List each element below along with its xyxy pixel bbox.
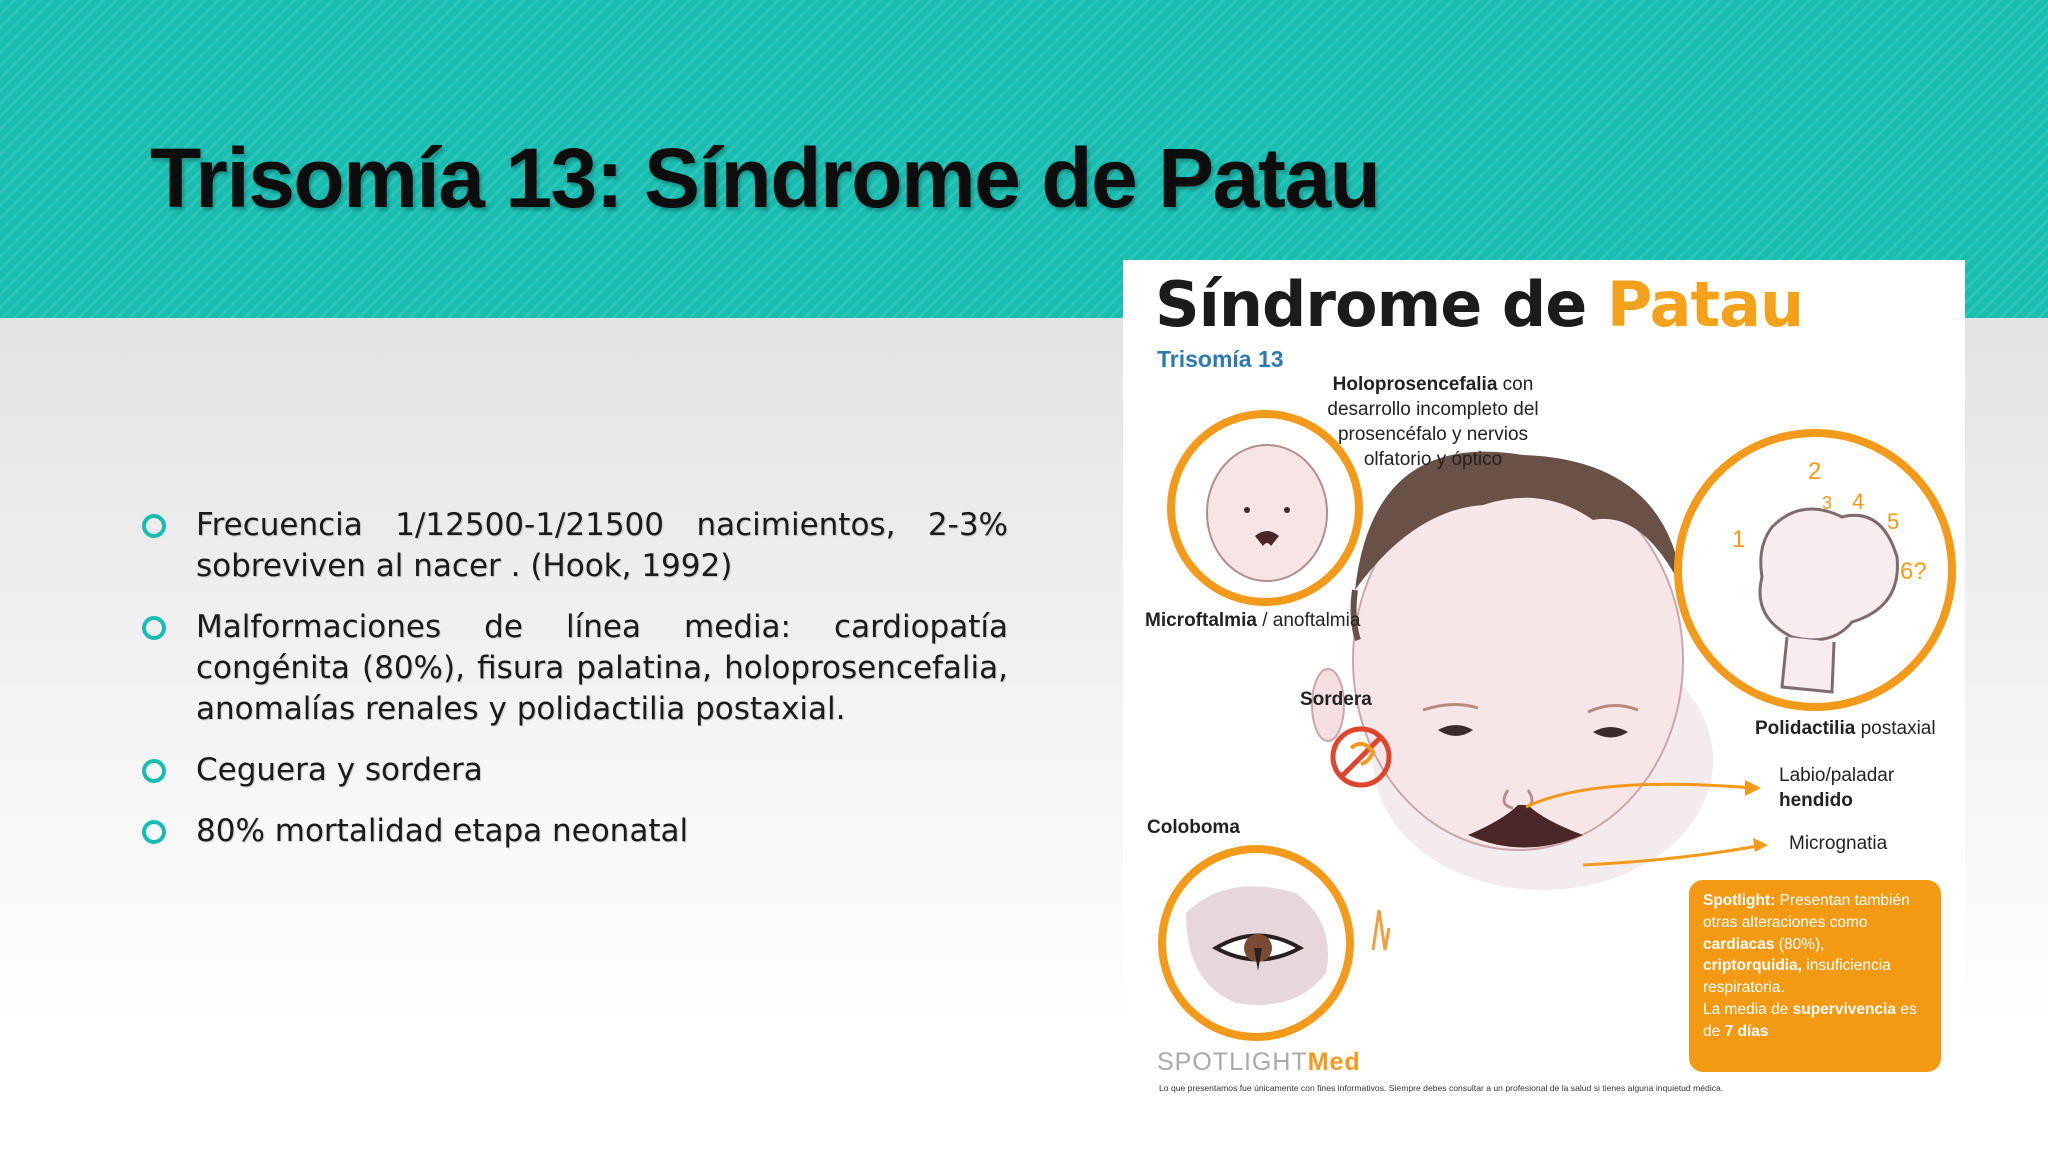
spotlight-text: criptorquidia, [1703, 957, 1803, 975]
bullet-text: Malformaciones de línea media: cardiopatía congénita (80%), fisura palatina, holoprosencefalia, anomalías renales y polidactilia postaxial. [196, 609, 1008, 727]
finger-number: 3 [1822, 493, 1833, 513]
deafness-label: Sordera [1300, 689, 1372, 710]
bullet-item [140, 607, 1008, 730]
holoprosencephaly-label [1308, 372, 1558, 472]
finger-number: 6? [1900, 558, 1927, 585]
disclaimer-text: Lo que presentamos fue únicamente con fines informativos. Siempre debes consultar a un profesional de la salud si tienes alguna inquietud médica. [1159, 1083, 1724, 1093]
bullet-circle-icon [142, 616, 166, 640]
microphthalmia-label-bold: Microftalmia [1145, 610, 1257, 631]
spotlight-text: es de [1703, 1000, 1917, 1040]
spotlight-text: La media de [1703, 1000, 1793, 1018]
microphthalmia-label-text: / anoftalmia [1256, 610, 1361, 631]
spotlight-text: Presentan también otras alteraciones como [1703, 892, 1910, 931]
infographic-title-accent: Patau [1606, 268, 1804, 341]
finger-number: 4 [1852, 489, 1865, 514]
holoprosencephaly-label-bold: Holoprosencefalia [1332, 374, 1498, 395]
micrognathia-label: Micrognatia [1789, 833, 1888, 854]
microphthalmia-label [1145, 608, 1360, 633]
spotlight-text: 7 días [1724, 1022, 1769, 1040]
spotlight-text: insuficiencia respiratoria. [1703, 957, 1891, 997]
bullet-circle-icon [142, 759, 166, 783]
infographic-subtitle: Trisomía 13 [1157, 346, 1284, 372]
coloboma-circle [1158, 845, 1354, 1041]
bullet-item [140, 505, 1008, 587]
finger-number: 1 [1732, 526, 1746, 553]
cleft-lip-label [1779, 763, 1894, 813]
spotlight-box [1689, 880, 1941, 1072]
spotlight-text: (80%), [1774, 935, 1825, 953]
slide-title: Trisomía 13: Síndrome de Patau [150, 131, 1380, 225]
finger-number: 5 [1887, 509, 1900, 534]
bullet-item [140, 750, 1008, 791]
polydactyly-circle [1674, 429, 1956, 711]
spotlightmed-logo [1157, 1048, 1361, 1077]
patau-infographic [1123, 260, 1965, 1102]
polydactyly-label-bold: Polidactilia [1755, 718, 1856, 739]
polydactyly-label [1755, 716, 1936, 741]
bullet-item [140, 811, 1008, 852]
bullet-list [140, 505, 1008, 872]
bullet-circle-icon [142, 514, 166, 538]
bullet-text: 80% mortalidad etapa neonatal [196, 813, 689, 849]
bullet-circle-icon [142, 820, 166, 844]
cleft-lip-label-line1: Labio/paladar [1779, 765, 1895, 786]
cleft-lip-label-line2: hendido [1779, 790, 1853, 811]
infographic-title-main: Síndrome de [1155, 268, 1607, 341]
holoprosencephaly-label-text: con desarrollo incompleto del prosencéfalo y nervios olfatorio y óptico [1327, 374, 1539, 470]
eye-icon [1166, 853, 1346, 1033]
hand-icon [1682, 437, 1948, 703]
finger-number: 2 [1808, 458, 1822, 485]
logo-text: SPOTLIGHT [1157, 1048, 1308, 1076]
coloboma-label: Coloboma [1147, 817, 1240, 838]
polydactyly-label-text: postaxial [1855, 718, 1936, 739]
bullet-text: Ceguera y sordera [196, 752, 483, 788]
spotlight-text: supervivencia [1792, 1000, 1897, 1018]
spotlight-text: cardiacas [1703, 935, 1775, 953]
spotlight-text: Spotlight: [1703, 892, 1776, 909]
bullet-text: Frecuencia 1/12500-1/21500 nacimientos, 2-3% sobreviven al nacer . (Hook, 1992) [196, 507, 1008, 584]
logo-text-accent: Med [1307, 1048, 1361, 1076]
